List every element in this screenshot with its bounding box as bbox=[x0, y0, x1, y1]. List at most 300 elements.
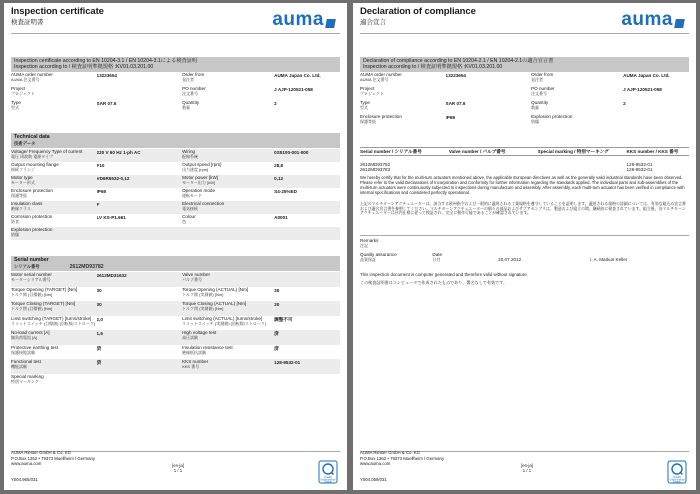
field-label-jp: モーター形式 bbox=[11, 180, 35, 186]
table-row bbox=[11, 162, 340, 175]
field-label-cell bbox=[182, 149, 274, 162]
kks-number-cell: 128-9532-01 bbox=[626, 167, 653, 173]
table-row bbox=[360, 86, 689, 100]
table-row bbox=[360, 114, 689, 128]
field-label-jp: 型式 bbox=[11, 105, 19, 111]
order-info-table bbox=[11, 72, 340, 114]
table-row bbox=[11, 100, 340, 114]
field-value-cell bbox=[274, 287, 340, 302]
field-value: 30 bbox=[96, 287, 102, 293]
field-label-jp: モーター出力 [kW] bbox=[182, 180, 216, 186]
field-label-jp: 機能試験 bbox=[11, 364, 27, 370]
field-value: VD6R5532-0,12 bbox=[96, 176, 130, 181]
section-title: Serial number bbox=[14, 257, 49, 263]
table-row bbox=[11, 345, 340, 360]
field-value: 済 bbox=[96, 360, 102, 365]
serial-number-header bbox=[11, 256, 340, 271]
inspection-line: Inspection according to / 検査証明準拠規格 :KV01.03.201.00 bbox=[363, 64, 503, 71]
field-label: Torque Opening (TARGET) [Nm] bbox=[11, 286, 78, 292]
field-label-jp: 注文番号 bbox=[182, 91, 199, 97]
field-value: SAR 07.6 bbox=[445, 101, 466, 106]
field-label-cell bbox=[182, 72, 274, 86]
field-label-cell bbox=[182, 214, 274, 227]
document-code: Y004.059/031 bbox=[360, 477, 387, 482]
field-value: 済 bbox=[96, 345, 102, 351]
field-label-cell bbox=[11, 149, 97, 162]
field-label: Insulation class bbox=[11, 201, 43, 206]
field-label: Order from bbox=[182, 72, 205, 77]
divider bbox=[11, 33, 340, 34]
field-label: Quantity bbox=[531, 100, 549, 105]
table-row bbox=[11, 149, 340, 162]
field-label-cell bbox=[11, 330, 97, 345]
field-value-cell bbox=[97, 301, 183, 316]
field-label-jp: 無負荷電流 [A] bbox=[11, 335, 38, 341]
field-label-cell bbox=[531, 72, 623, 86]
technical-data-table bbox=[11, 149, 340, 240]
signature-row bbox=[360, 252, 689, 263]
page-title-jp: 検査証明書 bbox=[11, 19, 44, 26]
field-label: Colour bbox=[182, 214, 196, 219]
order-info-table bbox=[360, 72, 689, 128]
field-value-cell bbox=[97, 188, 183, 201]
field-label-jp: 数量 bbox=[531, 105, 540, 111]
field-label-jp: リミットスイッチ (実測値) [回転数/ストローク] bbox=[182, 320, 267, 326]
field-value-cell bbox=[274, 359, 340, 374]
language-code: [en-ja] bbox=[172, 462, 184, 468]
field-value-cell bbox=[274, 316, 340, 331]
field-value-cell bbox=[274, 214, 340, 227]
badge-line: Quality bbox=[672, 476, 682, 479]
serial-number-cell: 2612MD93783 bbox=[360, 167, 391, 173]
badge-line: Environmental bbox=[320, 479, 336, 482]
table-row bbox=[11, 86, 340, 100]
table-row bbox=[11, 72, 340, 86]
field-value-cell bbox=[97, 374, 183, 389]
badge-line: Quality bbox=[323, 476, 333, 479]
field-value: IP68 bbox=[445, 115, 455, 120]
page-title-jp: 適合宣言 bbox=[360, 19, 386, 26]
field-label-jp: 型式 bbox=[360, 105, 368, 111]
field-label-jp: 注文番号 bbox=[531, 91, 548, 97]
col-serial-number: Serial number / シリアル番号 bbox=[360, 149, 422, 154]
field-value-cell bbox=[446, 86, 532, 100]
field-value: 調整不可 bbox=[274, 316, 293, 322]
page-title: Inspection certificate bbox=[11, 6, 104, 17]
table-row bbox=[360, 100, 689, 114]
field-label-cell bbox=[182, 272, 274, 287]
field-label-cell bbox=[531, 86, 623, 100]
field-label-jp: 電圧 周波数 電源タイプ bbox=[11, 154, 54, 160]
field-label-cell bbox=[182, 301, 274, 316]
field-label: PO number bbox=[531, 86, 555, 91]
field-label-cell bbox=[11, 201, 97, 214]
declaration-of-compliance-page bbox=[353, 3, 696, 490]
document-code: Y004.965/031 bbox=[11, 477, 38, 482]
field-value-cell bbox=[97, 162, 183, 175]
field-label-jp: プロジェクト bbox=[360, 91, 384, 97]
field-value-cell bbox=[97, 316, 183, 331]
field-value-cell bbox=[446, 72, 532, 86]
field-label-cell bbox=[11, 188, 97, 201]
field-label-jp: トルク閉 (実測値) [Nm] bbox=[182, 306, 224, 312]
field-label-jp: 色 bbox=[182, 219, 187, 225]
standard-line: Inspection certificate according to EN 10204-3.1 / EN 10204-3.1による検査証明 bbox=[14, 58, 198, 64]
page-count: 1 / 1 bbox=[173, 467, 183, 473]
table-row bbox=[11, 301, 340, 316]
serial-data-table bbox=[11, 272, 340, 388]
table-row bbox=[11, 175, 340, 188]
field-value bbox=[97, 86, 183, 87]
field-label: Special marking bbox=[11, 373, 44, 379]
field-label-jp: 絶縁クラス bbox=[11, 206, 31, 212]
field-value-cell bbox=[623, 86, 689, 100]
field-value: 13223654 bbox=[445, 73, 466, 78]
valve-number-cell bbox=[449, 167, 538, 172]
field-label: PO number bbox=[182, 86, 206, 91]
field-label: Type bbox=[360, 100, 370, 105]
field-label-jp: 配線系統 bbox=[182, 154, 199, 160]
field-value: A0001 bbox=[274, 215, 288, 220]
field-value bbox=[97, 227, 183, 228]
field-value bbox=[274, 227, 340, 228]
field-label-jp: 発注者 bbox=[531, 77, 544, 83]
field-label: Quantity bbox=[182, 100, 200, 105]
logo-text: auma bbox=[621, 9, 673, 30]
language-code: [en-ja] bbox=[521, 462, 533, 468]
field-label: No-load current [A] bbox=[11, 330, 50, 335]
field-label: AUMA order number bbox=[360, 72, 402, 77]
serial-table-header bbox=[360, 147, 689, 156]
field-label-jp: 防爆 bbox=[11, 232, 19, 238]
field-label: Corrosion protection bbox=[11, 214, 53, 219]
field-value: 128-9532-01 bbox=[274, 360, 301, 365]
field-label: Output mounting flange bbox=[11, 162, 59, 167]
field-label-jp: トルク閉 (目標値) [Nm] bbox=[11, 306, 53, 312]
field-value: 0S5100-001-000 bbox=[274, 150, 309, 155]
field-value: J AJP-120521-058 bbox=[274, 87, 313, 92]
field-value bbox=[274, 201, 340, 202]
section-title-jp: シリアル番号 bbox=[14, 263, 40, 269]
field-label-cell bbox=[11, 162, 97, 175]
field-label-cell bbox=[182, 345, 274, 360]
technical-data-header bbox=[11, 133, 340, 148]
field-label: Explosion protection bbox=[11, 227, 53, 232]
field-label: Wiring bbox=[182, 149, 196, 154]
field-value-cell bbox=[446, 114, 532, 128]
footer-page-info bbox=[521, 463, 533, 473]
field-value: 30 bbox=[274, 287, 280, 293]
field-label-cell bbox=[11, 287, 97, 302]
serial-number-cell: 2612MD93782 bbox=[360, 162, 391, 167]
qa-label-jp: 品質保証 bbox=[360, 257, 376, 263]
table-row bbox=[11, 359, 340, 374]
date-label: Date bbox=[432, 252, 443, 257]
field-label-jp: 接続フランジ bbox=[11, 167, 35, 173]
field-label: Torque Closing (TARGET) [Nm] bbox=[11, 301, 76, 306]
field-value: 2,0 bbox=[96, 316, 103, 322]
field-value-cell bbox=[274, 345, 340, 360]
field-value-cell bbox=[274, 175, 340, 188]
field-value: 30 bbox=[96, 302, 102, 307]
certification-badge-icon bbox=[667, 460, 687, 484]
field-value: SAR 07.6 bbox=[96, 101, 117, 106]
signer-name: i. A. Markus Keller bbox=[590, 257, 628, 262]
field-value: 済 bbox=[274, 345, 279, 351]
compliance-statement-en: We hereby certify that for the multi-turn actuators mentioned above, the applicable European directives as well as the generally valid industrial standards have been observed. Please refer to the valid Declarations of Incorporation and Conformity for further information regarding the standards applied. The individual parts and sub-assemblies of the multi-turn actuators were continuously subjected to inspections during manufacture and assembly. After assembly, each multi-turn actuator has been verified in compliance with internal specifications and considered perfectly operational. bbox=[360, 175, 685, 195]
field-label: Voltage/ Frequency Type of current bbox=[11, 149, 83, 154]
field-label-jp: 数量 bbox=[182, 105, 191, 111]
field-value: S4-25%ED bbox=[274, 189, 297, 194]
col-valve-number: Valve number / バルブ番号 bbox=[448, 149, 506, 154]
table-row bbox=[360, 72, 689, 86]
serial-value: 2612MD93782 bbox=[69, 263, 104, 270]
field-value-cell bbox=[97, 287, 183, 302]
field-label: Insulation resistance test bbox=[182, 344, 233, 350]
field-label-cell bbox=[11, 175, 97, 188]
footer-address bbox=[360, 450, 444, 466]
field-label-jp: 運転モード bbox=[182, 193, 202, 199]
field-value: LV KS-P1.661 bbox=[96, 215, 126, 220]
table-row bbox=[11, 214, 340, 227]
table-row bbox=[11, 188, 340, 201]
field-label-cell bbox=[531, 114, 623, 128]
field-label: Electrical connection bbox=[182, 201, 225, 206]
field-label-cell bbox=[11, 345, 97, 360]
field-value: F10 bbox=[96, 163, 105, 168]
field-label: AUMA order number bbox=[11, 72, 53, 77]
field-label-jp: 保護等級 bbox=[360, 119, 376, 125]
field-label: Functional test bbox=[11, 359, 41, 364]
col-kks-number: KKS number / KKS 番号 bbox=[626, 149, 679, 154]
field-label-cell bbox=[182, 100, 274, 114]
field-label-cell bbox=[360, 100, 446, 114]
field-label-jp: モーターシリアル番号 bbox=[11, 277, 51, 283]
remarks-label-jp: 注記 bbox=[360, 243, 368, 249]
field-value: 2 bbox=[623, 101, 626, 106]
field-label-jp: トルク開 (実測値) [Nm] bbox=[182, 291, 224, 297]
field-value-cell bbox=[623, 114, 689, 128]
field-value: F bbox=[96, 202, 100, 207]
field-value-cell bbox=[274, 149, 340, 162]
field-value: 28,8 bbox=[274, 163, 284, 168]
field-label: Enclosure protection bbox=[11, 188, 53, 193]
field-value bbox=[274, 374, 340, 375]
field-value-cell bbox=[97, 330, 183, 345]
field-label-jp: 特別マーキング bbox=[11, 378, 39, 384]
field-label: Output speed [rpm] bbox=[182, 162, 222, 167]
footer-address bbox=[11, 450, 95, 466]
table-row bbox=[11, 316, 340, 331]
table-row bbox=[11, 374, 340, 389]
badge-line: System bbox=[673, 481, 681, 484]
field-label-jp: 保護等級 bbox=[11, 193, 27, 199]
field-value-cell bbox=[97, 227, 183, 240]
field-label: Valve number bbox=[182, 272, 211, 277]
field-label: Project bbox=[11, 86, 26, 91]
field-value: AUMA Japan Co. Ltd. bbox=[623, 73, 670, 78]
page-title: Declaration of compliance bbox=[360, 6, 476, 17]
field-label: Enclosure protection bbox=[360, 114, 402, 119]
field-label-jp: バルブ番号 bbox=[182, 277, 203, 283]
field-value bbox=[274, 272, 340, 273]
table-row bbox=[11, 272, 340, 287]
field-value-cell bbox=[97, 100, 183, 114]
page-count: 1 / 1 bbox=[522, 467, 532, 473]
table-row bbox=[11, 330, 340, 345]
field-label-cell bbox=[11, 227, 97, 240]
table-row bbox=[11, 287, 340, 302]
divider bbox=[360, 33, 689, 34]
field-label-cell bbox=[360, 86, 446, 100]
field-value-cell bbox=[97, 149, 183, 162]
remarks bbox=[360, 235, 689, 249]
serial-table-body bbox=[360, 162, 689, 173]
remarks-label: Remarks bbox=[360, 238, 379, 243]
field-value-cell bbox=[446, 100, 532, 114]
field-value: 2612MD31632 bbox=[96, 273, 127, 278]
field-value-cell bbox=[274, 188, 340, 201]
standard-line: Declaration of compliance according to EN 10204-2.1 / EN 10204-2.1の適合宣言書 bbox=[363, 58, 554, 64]
field-value-cell bbox=[97, 175, 183, 188]
field-label: Motor type bbox=[11, 175, 33, 180]
field-label-cell bbox=[11, 359, 97, 374]
standard-band bbox=[360, 57, 689, 72]
field-value: 13223654 bbox=[96, 73, 117, 78]
field-value: 1,5 bbox=[96, 331, 103, 336]
field-value-cell bbox=[97, 72, 183, 86]
field-label-cell bbox=[182, 227, 274, 240]
field-label-cell bbox=[182, 316, 274, 331]
logo-text: auma bbox=[272, 9, 324, 30]
field-label: Torque Closing (ACTUAL) [Nm] bbox=[182, 301, 247, 306]
field-value-cell bbox=[274, 201, 340, 214]
field-value: AUMA Japan Co. Ltd. bbox=[274, 73, 321, 78]
company-address: P.O.Box 1362 • 79373 Muellheim / Germany bbox=[360, 455, 445, 461]
field-value-cell bbox=[623, 72, 689, 86]
table-row bbox=[11, 227, 340, 240]
badge-line: System bbox=[324, 481, 332, 484]
section-title: Technical data bbox=[14, 134, 50, 140]
date-label-jp: 日付 bbox=[432, 257, 441, 263]
section-title-jp: 技術データ bbox=[14, 140, 36, 146]
field-value: 2 bbox=[274, 101, 277, 106]
company-name: AUMA Riester GmbH & Co. KG bbox=[360, 450, 420, 456]
company-web: www.auma.com bbox=[360, 460, 391, 466]
company-address: P.O.Box 1362 • 79373 Muellheim / Germany bbox=[11, 455, 96, 461]
standard-band bbox=[11, 57, 340, 72]
field-value-cell bbox=[623, 100, 689, 114]
auma-logo bbox=[621, 9, 684, 31]
field-label: Operation mode bbox=[182, 188, 216, 193]
field-label: Project bbox=[360, 86, 375, 91]
certification-badge-icon bbox=[318, 460, 338, 484]
field-value-cell bbox=[97, 359, 183, 374]
field-label-cell bbox=[182, 287, 274, 302]
field-label: Type bbox=[11, 100, 21, 105]
company-web: www.auma.com bbox=[11, 460, 42, 466]
field-label-cell bbox=[182, 162, 274, 175]
field-value-cell bbox=[97, 86, 183, 100]
inspection-line: Inspection according to / 検査証明準拠規格 :KV01.03.201.00 bbox=[14, 64, 154, 71]
field-label: Protective earthing test bbox=[11, 344, 58, 350]
field-label-jp: トルク開 (目標値) [Nm] bbox=[11, 291, 53, 297]
field-label-cell bbox=[11, 316, 97, 331]
field-label: Limit switching (ACTUAL) [turns/stroke] bbox=[182, 315, 263, 321]
field-label: Torque Opening (ACTUAL) [Nm] bbox=[182, 286, 249, 292]
field-value: 済 bbox=[274, 331, 279, 336]
field-label: Motor power [kW] bbox=[182, 175, 219, 180]
field-value: 220 V 60 Hz 1-ph AC bbox=[96, 150, 141, 155]
field-label: High voltage test bbox=[182, 330, 217, 335]
computer-generated-notice: This inspection document is computer generated and therefore valid without signature. bbox=[360, 272, 528, 277]
field-label: KKS number bbox=[182, 359, 209, 364]
auma-logo bbox=[272, 9, 335, 31]
field-label: Explosion protection bbox=[531, 114, 573, 119]
field-label-cell bbox=[11, 72, 97, 86]
field-label-jp: 保護接地試験 bbox=[11, 349, 35, 355]
field-label-jp: AUMA 注文番号 bbox=[11, 77, 40, 83]
field-value-cell bbox=[274, 374, 340, 389]
field-label-jp: KKS 番号 bbox=[182, 364, 200, 370]
field-label-jp: リミットスイッチ (目標値) [回転数/ストローク] bbox=[11, 320, 95, 326]
field-label-jp: プロジェクト bbox=[11, 91, 35, 97]
field-value bbox=[623, 114, 689, 115]
field-value-cell bbox=[274, 86, 340, 100]
field-label-cell bbox=[360, 72, 446, 86]
special-marking-cell bbox=[538, 167, 627, 172]
field-label-cell bbox=[11, 100, 97, 114]
kks-number-cell: 128-9532-01 bbox=[626, 162, 653, 167]
field-label: Motor serial number bbox=[11, 272, 52, 277]
badge-line: Environmental bbox=[669, 479, 685, 482]
inspection-certificate-page bbox=[4, 3, 347, 490]
compliance-statement-jp: 上記のマルチターンアクチュエーターは、該当する欧州指令および一般的に適用される工業規格を遵守していることを証明します。適用される規格の詳細については、有効な組込み宣言書および適合宣言書を参照してください。マルチターンアクチュエーターの個々の部品およびサブアセンブリは、製造および組立の間、継続的に検査されています。組立後、各マルチターンアクチュエーターは社内仕様に従って検証され、完全に動作可能であることが確認されています。 bbox=[360, 201, 686, 216]
field-label-jp: 発注者 bbox=[182, 77, 195, 83]
field-value bbox=[97, 374, 183, 375]
field-value-cell bbox=[274, 72, 340, 86]
field-value: 0,12 bbox=[274, 176, 284, 181]
qa-label: Quality assurance bbox=[360, 252, 397, 257]
field-label-cell bbox=[531, 100, 623, 114]
field-value: J AJP-120521-058 bbox=[623, 87, 662, 92]
field-label-cell bbox=[182, 86, 274, 100]
date-value: 20.07.2012 bbox=[498, 257, 522, 262]
field-label-cell bbox=[11, 374, 97, 389]
logo-mark-icon bbox=[325, 19, 336, 28]
field-label-cell bbox=[182, 330, 274, 345]
field-value-cell bbox=[97, 345, 183, 360]
logo-mark-icon bbox=[674, 19, 685, 28]
field-value-cell bbox=[274, 162, 340, 175]
field-label-cell bbox=[11, 301, 97, 316]
field-label-jp: 高圧試験 bbox=[182, 335, 199, 341]
footer-page-info bbox=[172, 463, 184, 473]
field-label-jp: 防爆 bbox=[531, 119, 540, 125]
computer-generated-notice-jp: この検査証明書はコンピュータで作成されたものであり、署名なしで有効です。 bbox=[360, 280, 508, 285]
field-label: Limit switching (TARGET) [turns/stroke] bbox=[11, 315, 92, 321]
table-row bbox=[360, 167, 689, 172]
field-value-cell bbox=[274, 330, 340, 345]
field-label-cell bbox=[182, 175, 274, 188]
field-value-cell bbox=[97, 214, 183, 227]
field-label-jp: 電気接続 bbox=[182, 206, 199, 212]
field-label-jp: 防食 bbox=[11, 219, 19, 225]
field-label-cell bbox=[182, 374, 274, 389]
field-value-cell bbox=[97, 272, 183, 287]
company-name: AUMA Riester GmbH & Co. KG bbox=[11, 450, 71, 456]
field-label-jp: AUMA 注文番号 bbox=[360, 77, 389, 83]
